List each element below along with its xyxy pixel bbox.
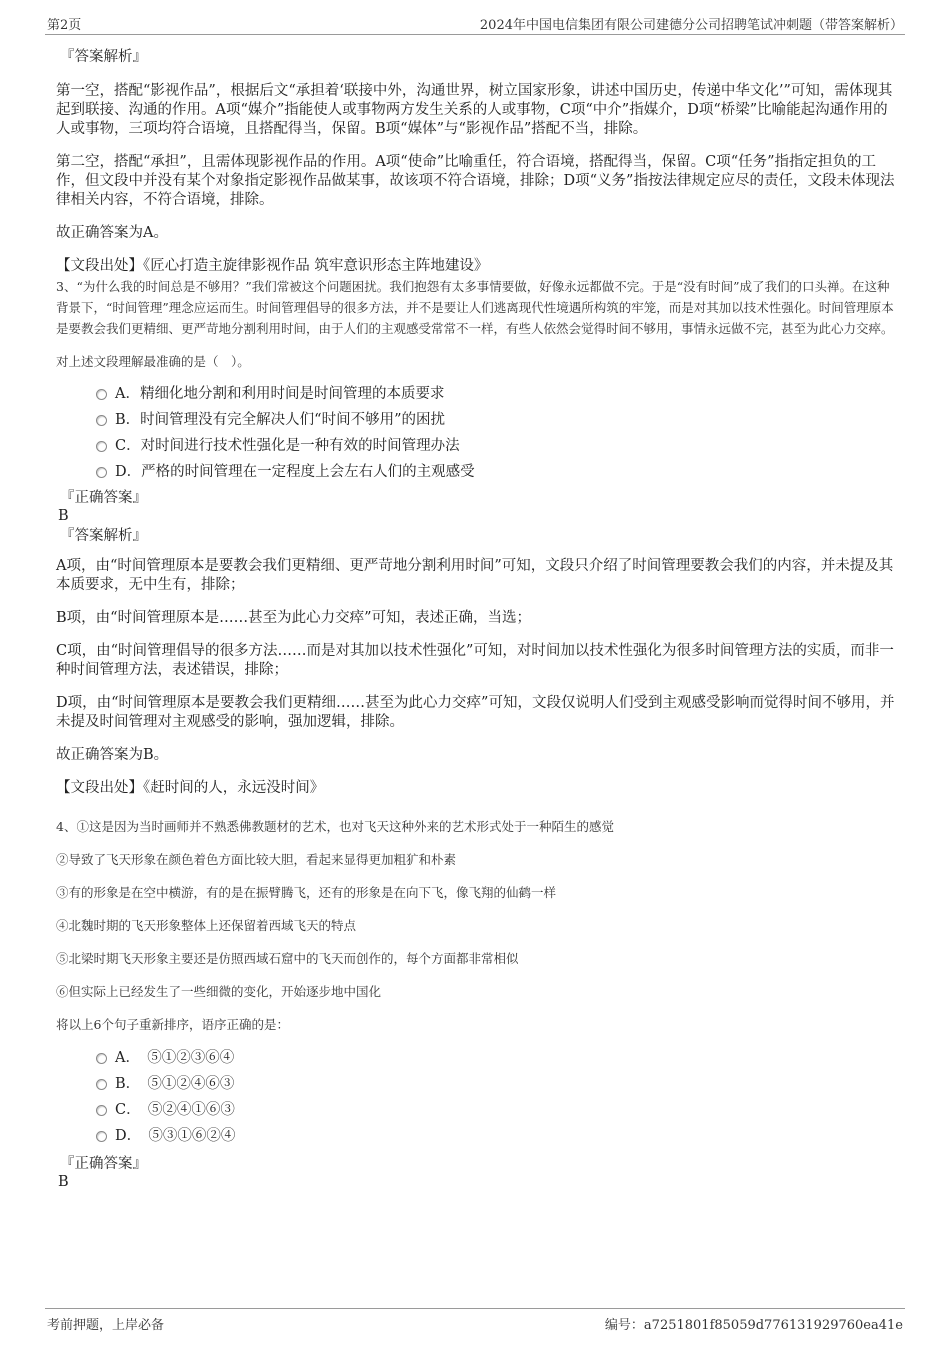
option-b[interactable]: B．时间管理没有完全解决人们“时间不够用”的困扰	[96, 407, 898, 433]
sentence: ②导致了飞天形象在颜色着色方面比较大胆，看起来显得更加粗犷和朴素	[56, 852, 457, 867]
document-code: 编号：a7251801f85059d776131929760ea41e	[604, 1318, 903, 1333]
option-list	[96, 381, 898, 485]
sentence: ④北魏时期的飞天形象整体上还保留着西域飞天的特点	[56, 918, 357, 933]
page-footer	[45, 1308, 905, 1337]
radio-icon[interactable]	[96, 467, 107, 478]
analysis-paragraph: D项，由“时间管理原本是要教会我们更精细……甚至为此心力交瘁”可知，文段仅说明人们受到主观感受影响而觉得时间不够用，并未提及时间管理对主观感受的影响，强加逻辑，排除。	[56, 695, 895, 730]
option-a[interactable]: A．精细化地分割和利用时间是时间管理的本质要求	[96, 381, 898, 407]
option-d[interactable]: D．严格的时间管理在一定程度上会左右人们的主观感受	[96, 459, 898, 485]
analysis-paragraph: 第二空，搭配“承担”，且需体现影视作品的作用。A项“使命”比喻重任，符合语境，搭配得当，保留。C项“任务”指指定担负的工作，但文段中并没有某个对象指定影视作品做某事，故该项不符合语境，排除；D项“义务”指按法律规定应尽的责任，文段未体现法律相关内容，不符合语境，排除。	[56, 154, 895, 208]
conclusion: 故正确答案为B。	[56, 747, 169, 763]
radio-icon[interactable]	[96, 1053, 107, 1064]
radio-icon[interactable]	[96, 441, 107, 452]
question-stem: 3、“为什么我的时间总是不够用？”我们常被这个问题困扰。我们抱怨有太多事情要做，好像永远都做不完。于是“没有时间”成了我们的口头禅。在这种背景下，“时间管理”理念应运而生。时间管理倡导的很多方法，并不是要让人们逃离现代性境遇所构筑的牢笼，而是对其加以技术性强化。时间管理原本是要教会我们更精细、更严苛地分割利用时间，由于人们的主观感受常常不一样，有些人依然会觉得时间不够用，事情永远做不完，甚至为此心力交瘁。	[56, 279, 894, 336]
radio-icon[interactable]	[96, 415, 107, 426]
page-header	[45, 10, 905, 35]
sentence: ⑤北梁时期飞天形象主要还是仿照西域石窟中的飞天而创作的，每个方面都非常相似	[56, 951, 519, 966]
question-prompt: 对上述文段理解最准确的是（ ）。	[56, 354, 250, 369]
option-c[interactable]: C． ⑤②④①⑥③	[96, 1097, 898, 1123]
analysis-paragraph: B项，由“时间管理原本是……甚至为此心力交瘁”可知，表述正确，当选；	[56, 610, 531, 626]
sentence: ③有的形象是在空中横游，有的是在振臂腾飞，还有的形象是在向下飞，像飞翔的仙鹤一样	[56, 885, 557, 900]
correct-answer: B	[58, 1174, 69, 1190]
sentence-list	[56, 810, 898, 1041]
option-a[interactable]: A． ⑤①②③⑥④	[96, 1045, 898, 1071]
radio-icon[interactable]	[96, 1079, 107, 1090]
document-body	[56, 44, 898, 1191]
sentence: 4、①这是因为当时画师并不熟悉佛教题材的艺术，也对飞天这种外来的艺术形式处于一种陌生的感觉	[56, 819, 614, 834]
option-b[interactable]: B． ⑤①②④⑥③	[96, 1071, 898, 1097]
source-citation: 【文段出处】《赶时间的人，永远没时间》	[56, 780, 325, 796]
analysis-paragraph: 第一空，搭配“影视作品”，根据后文“承担着‘联接中外，沟通世界，树立国家形象，讲述中国历史，传递中华文化’”可知，需体现其起到联接、沟通的作用。A项“媒介”指能使人或事物两方发生关系的人或事物，C项“中介”指媒介，D项“桥梁”比喻能起沟通作用的人或事物，三项均符合语境，且搭配得当，保留。B项“媒体”与“影视作品”搭配不当，排除。	[56, 83, 893, 137]
correct-answer: B	[58, 508, 69, 524]
sentence: ⑥但实际上已经发生了一些细微的变化，开始逐步地中国化	[56, 984, 382, 999]
radio-icon[interactable]	[96, 1105, 107, 1116]
option-d[interactable]: D． ⑤③①⑥②④	[96, 1123, 898, 1149]
question-prompt: 将以上6个句子重新排序，语序正确的是：	[56, 1017, 289, 1032]
analysis-paragraph: A项，由“时间管理原本是要教会我们更精细、更严苛地分割利用时间”可知，文段只介绍了时间管理要教会我们的内容，并未提及其本质要求，无中生有，排除；	[56, 558, 894, 593]
document-title: 2024年中国电信集团有限公司建德分公司招聘笔试冲刺题（带答案解析）	[479, 18, 903, 33]
analysis-label: 『答案解析』	[60, 528, 147, 544]
option-c[interactable]: C．对时间进行技术性强化是一种有效的时间管理办法	[96, 433, 898, 459]
analysis-paragraph: C项，由“时间管理倡导的很多方法……而是对其加以技术性强化”可知，对时间加以技术性强化为很多时间管理方法的实质，而非一种时间管理方法，表述错误，排除；	[56, 643, 894, 678]
source-citation: 【文段出处】《匠心打造主旋律影视作品 筑牢意识形态主阵地建设》	[56, 258, 489, 274]
page-number: 第2页	[47, 18, 82, 33]
conclusion: 故正确答案为A。	[56, 225, 168, 241]
radio-icon[interactable]	[96, 389, 107, 400]
option-list	[96, 1045, 898, 1149]
correct-answer-label: 『正确答案』	[60, 490, 147, 506]
correct-answer-label: 『正确答案』	[60, 1156, 147, 1172]
footer-slogan: 考前押题，上岸必备	[47, 1318, 165, 1333]
analysis-label: 『答案解析』	[60, 49, 147, 65]
radio-icon[interactable]	[96, 1131, 107, 1142]
